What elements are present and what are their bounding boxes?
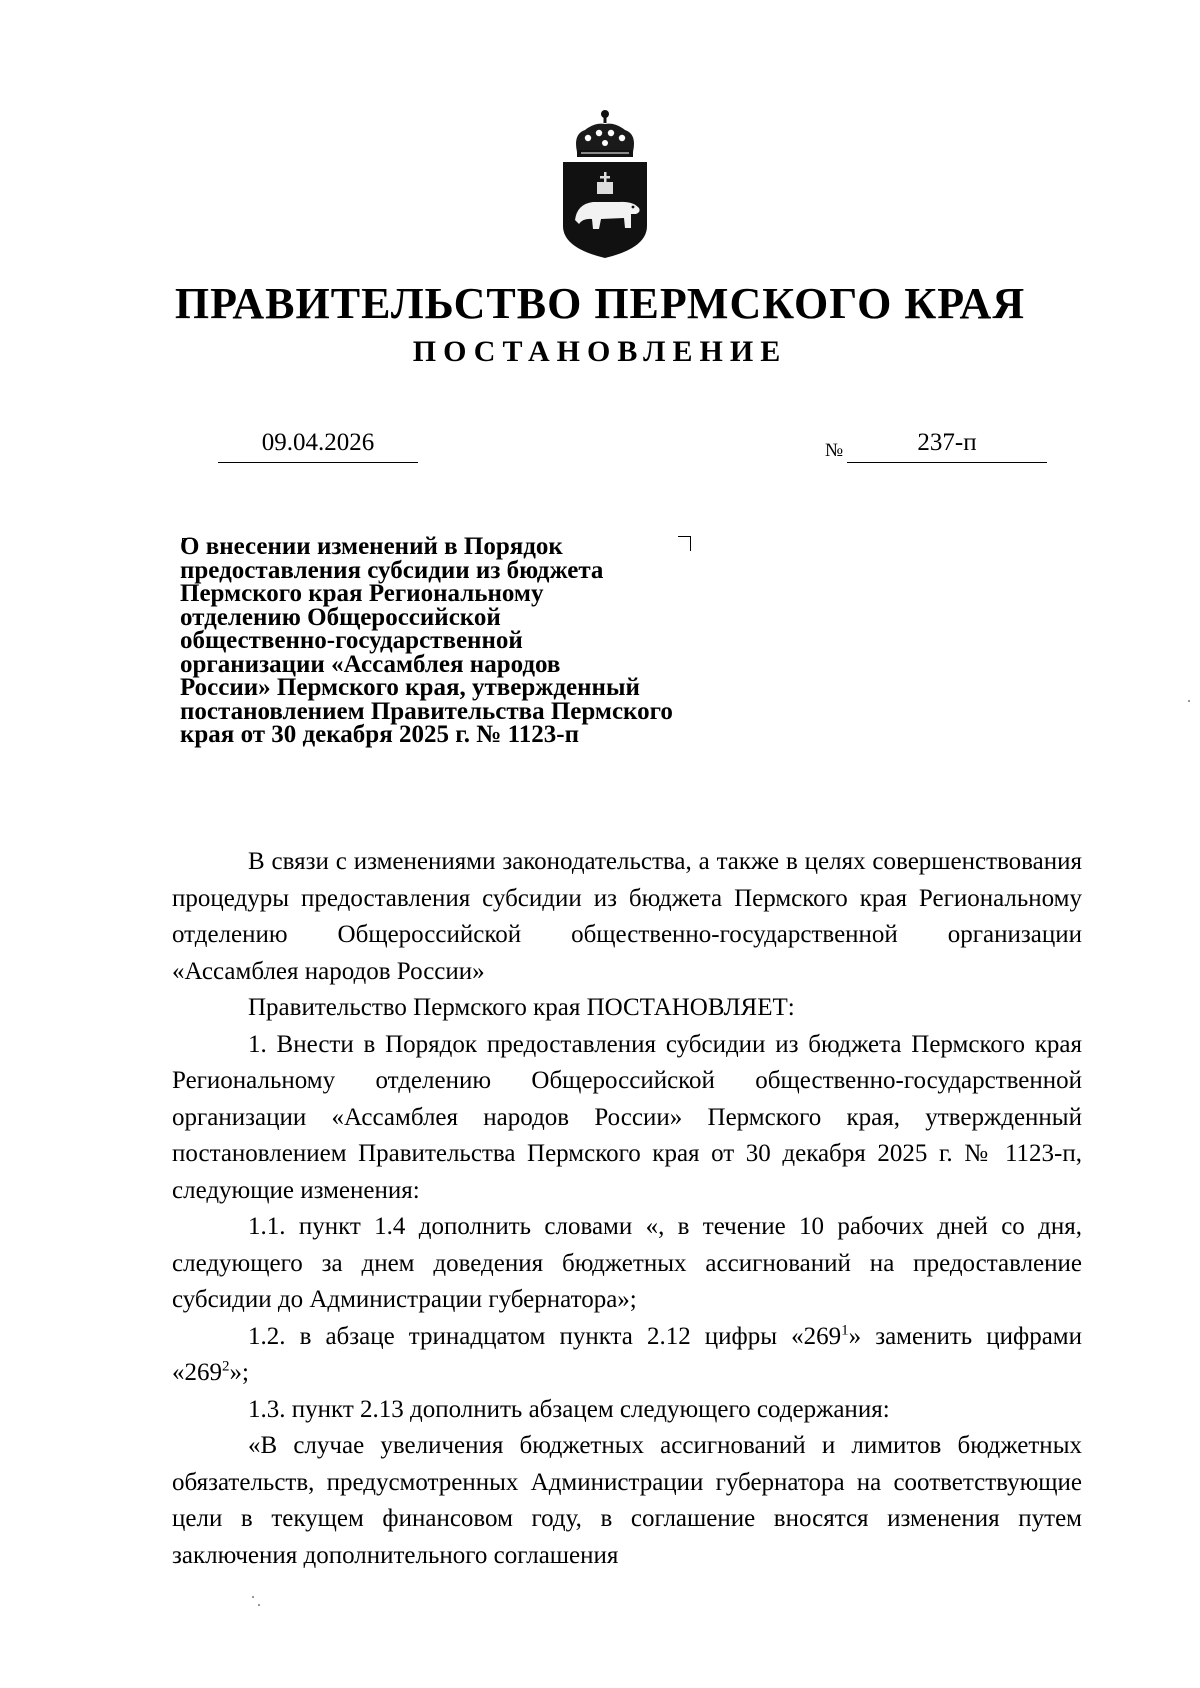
subject-line: отделению Общероссийской xyxy=(180,603,501,631)
clause-1-2-text-b: » заменить цифрами «269 xyxy=(172,1322,1082,1386)
subject-line: края от 30 декабря 2025 г. № 1123-п xyxy=(180,721,579,748)
subject-line: предоставления субсидии из бюджета xyxy=(180,556,604,584)
subject-line: О внесении изменений в Порядок xyxy=(180,533,563,560)
superscript-1: 1 xyxy=(841,1322,849,1339)
number-sign: № xyxy=(825,440,844,461)
clause-1-paragraph: 1. Внести в Порядок предоставления субсидии из бюджета Пермского края Региональному отделению Общероссийской общественно-государственной организации «Ассамблея народов России» Пермского края, утвержденный постановлением Правительства Пермского края от 30 декабря 2025 г. № 1123-п, следующие изменения: xyxy=(172,1030,1082,1204)
document-body xyxy=(172,844,1082,1574)
clause-1-1-paragraph: 1.1. пункт 1.4 дополнить словами «, в течение 10 рабочих дней со дня, следующего за днем доведения бюджетных ассигнований на предоставление субсидии до Администрации губернатора»; xyxy=(172,1213,1082,1313)
document-type-title: ПОСТАНОВЛЕНИЕ xyxy=(412,335,788,368)
government-title: ПРАВИТЕЛЬСТВО ПЕРМСКОГО КРАЯ xyxy=(174,279,1026,328)
clause-1-2-paragraph xyxy=(172,1319,1082,1392)
subject-line: России» Пермского края, утвержденный xyxy=(180,674,640,701)
subject-line: Пермского края Региональному xyxy=(180,580,544,607)
scan-speck xyxy=(1188,700,1190,702)
clause-1-2-text-a: 1.2. в абзаце тринадцатом пункта 2.12 цифры «269 xyxy=(248,1322,842,1350)
preamble-paragraph: В связи с изменениями законодательства, а также в целях совершенствования процедуры предоставления субсидии из бюджета Пермского края Региональному отделению Общероссийской общественно-государственной организации «Ассамблея народов России» xyxy=(172,848,1082,985)
subject-line: организации «Ассамблея народов xyxy=(180,650,561,678)
subject-line: общественно-государственной xyxy=(180,627,523,654)
quoted-paragraph: «В случае увеличения бюджетных ассигнований и лимитов бюджетных обязательств, предусмотренных Администрации губернатора на соответствующие цели в текущем финансовом году, в соглашение вносятся изменения путем заключения дополнительного соглашения xyxy=(172,1432,1082,1569)
document-subject xyxy=(180,535,780,747)
clause-1-3-paragraph: 1.3. пункт 2.13 дополнить абзацем следующего содержания: xyxy=(248,1395,890,1423)
scan-speck xyxy=(258,1604,260,1606)
resolves-paragraph: Правительство Пермского края ПОСТАНОВЛЯЕТ: xyxy=(248,994,795,1021)
superscript-2: 2 xyxy=(222,1358,230,1375)
scan-speck xyxy=(252,1596,254,1598)
perm-krai-coat-of-arms-icon xyxy=(555,108,655,260)
document-number: 237-п xyxy=(847,426,1047,463)
subject-line: постановлением Правительства Пермского xyxy=(180,697,673,725)
clause-1-2-text-c: »; xyxy=(229,1359,249,1386)
document-date: 09.04.2026 xyxy=(218,426,418,463)
